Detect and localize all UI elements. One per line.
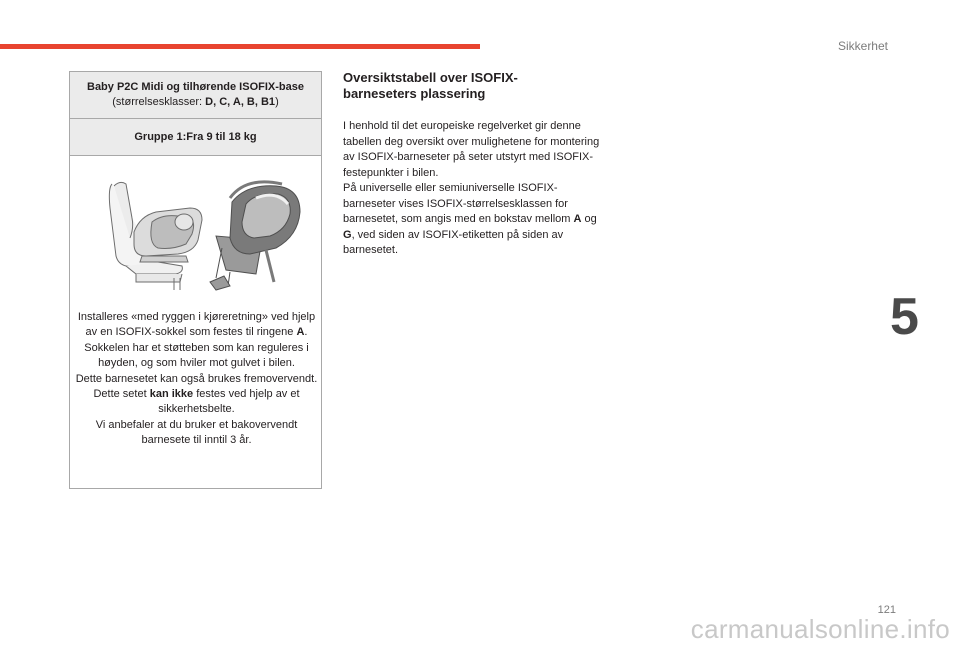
watermark: carmanualsonline.info [690, 614, 950, 644]
overview-heading-line2: barneseters plassering [343, 86, 486, 101]
overview-p2-bold-a: A [573, 213, 582, 225]
size-suffix: ) [275, 96, 279, 108]
child-seat-table [69, 71, 322, 489]
size-prefix: (størrelsesklasser: [112, 96, 206, 108]
isofix-base-seat-drawing [210, 182, 300, 290]
overview-p2-bold-g: G [343, 228, 352, 241]
desc-p4-end: festes ved hjelp av et sikkerhetsbelte. [158, 388, 300, 416]
desc-p4-text: Dette setet [93, 388, 150, 401]
desc-paragraph [74, 310, 319, 341]
group-row: Gruppe 1:Fra 9 til 18 kg [70, 119, 321, 156]
overview-section [343, 70, 605, 259]
page-number: 121 [877, 604, 896, 616]
installation-description [74, 310, 319, 449]
size-classes: D, C, A, B, B1 [205, 96, 276, 108]
chapter-number: 5 [890, 288, 919, 346]
overview-paragraph [343, 181, 605, 259]
table-header [70, 72, 321, 119]
overview-body [343, 119, 605, 259]
overview-heading [343, 70, 605, 102]
desc-paragraph: Vi anbefaler at du bruker et bakovervendt barnesete til inntil 3 år. [95, 418, 298, 447]
overview-p2-end: , ved siden av ISOFIX-etiketten på siden av barnesetet. [343, 228, 564, 256]
desc-p1-text: Installeres «med ryggen i kjøreretning» ved hjelp av en ISOFIX-sokkel som festes til ringene [77, 311, 316, 339]
size-classes-line [70, 95, 321, 110]
overview-p2-text: På universelle eller semiuniverselle ISOFIX-barneseter vises ISOFIX-størrelsesklassen for barnesetet, som angis med en bokstav mellom [343, 182, 574, 225]
section-label: Sikkerhet [837, 39, 888, 53]
desc-p4-bold: kan ikke [149, 388, 194, 401]
overview-p2-mid: og [581, 213, 597, 225]
overview-heading-line1: Oversiktstabell over ISOFIX- [343, 70, 518, 85]
child-seat-illustration [106, 178, 304, 292]
table-title: Baby P2C Midi og tilhørende ISOFIX-base [87, 81, 304, 93]
desc-paragraph [74, 387, 319, 418]
desc-p1-end: . [304, 326, 308, 339]
overview-paragraph: I henhold til det europeiske regelverket gir denne tabellen deg oversikt over mulighetene for montering av ISOFIX-barneseter på seter utstyrt med ISOFIX-festepunkter i bilen. [343, 120, 600, 179]
desc-paragraph: Sokkelen har et støtteben som kan reguleres i høyden, og som hviler mot gulvet i bilen. [84, 341, 309, 370]
top-accent-bar [0, 44, 480, 49]
car-seat-with-child-seat-drawing [109, 182, 202, 290]
desc-paragraph: Dette barnesetet kan også brukes fremovervendt. [75, 372, 318, 385]
desc-p1-bold: A [296, 326, 305, 339]
